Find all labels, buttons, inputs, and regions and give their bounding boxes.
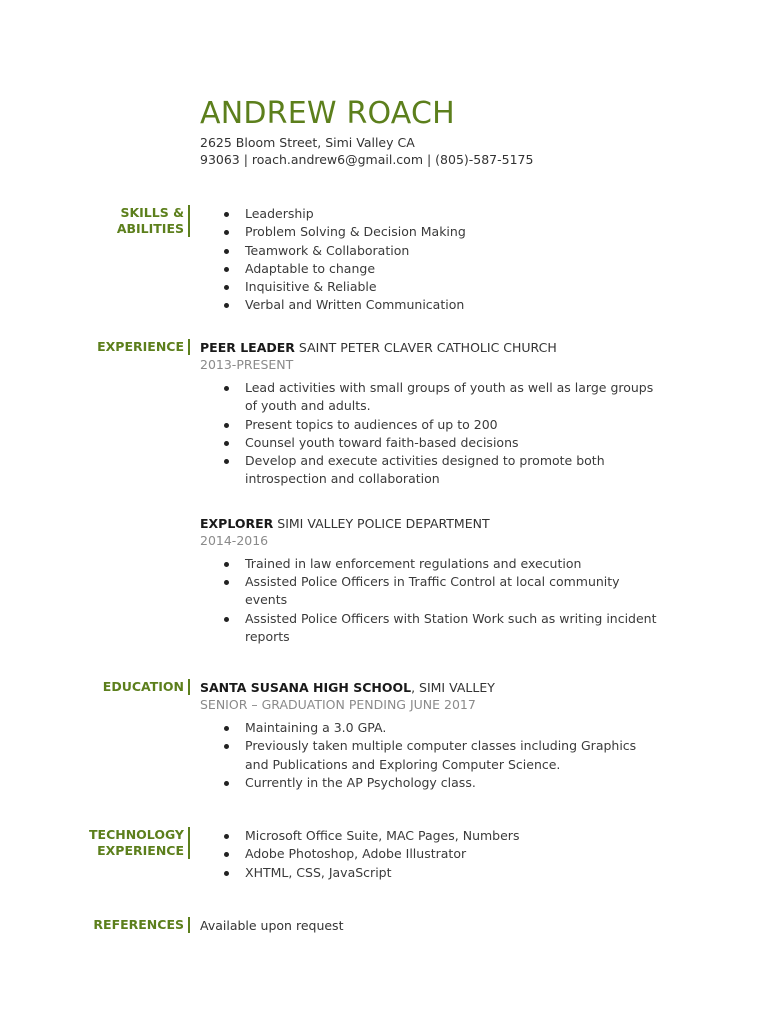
list-item: Lead activities with small groups of youth as well as large groups of youth and adults. [245, 379, 660, 416]
list-item: Adobe Photoshop, Adobe Illustrator [245, 845, 660, 863]
skills-heading: SKILLS & ABILITIES [117, 205, 184, 237]
education-heading: EDUCATION [103, 679, 184, 695]
contact-line: 93063 | roach.andrew6@gmail.com | (805)-587-5175 [200, 152, 534, 167]
job-title: PEER LEADER SAINT PETER CLAVER CATHOLIC CHURCH [200, 340, 557, 355]
list-item: Assisted Police Officers in Traffic Control at local community events [245, 573, 660, 610]
list-item: Leadership [245, 205, 660, 223]
heading-divider [188, 205, 190, 237]
school-name: SANTA SUSANA HIGH SCHOOL, SIMI VALLEY [200, 680, 495, 695]
candidate-name: ANDREW ROACH [200, 96, 455, 131]
references-body [200, 917, 660, 934]
list-item: Microsoft Office Suite, MAC Pages, Numbers [245, 827, 660, 845]
heading-divider [188, 339, 190, 355]
list-item: Currently in the AP Psychology class. [245, 774, 660, 792]
experience-heading: EXPERIENCE [97, 339, 184, 355]
heading-divider [188, 827, 190, 859]
technology-list [200, 827, 660, 882]
resume-header [200, 94, 720, 168]
skills-list [200, 205, 660, 315]
job-dates: 2013-PRESENT [200, 357, 294, 372]
list-item: Maintaining a 3.0 GPA. [245, 719, 660, 737]
heading-divider [188, 917, 190, 933]
list-item: Verbal and Written Communication [245, 296, 660, 314]
job-entry [200, 339, 660, 489]
job-bullets [200, 555, 660, 646]
references-text: Available upon request [200, 918, 344, 933]
skills-body [200, 205, 660, 315]
list-item: Counsel youth toward faith-based decisions [245, 434, 660, 452]
list-item: Adaptable to change [245, 260, 660, 278]
heading-divider [188, 679, 190, 695]
education-body [200, 679, 660, 792]
list-item: XHTML, CSS, JavaScript [245, 864, 660, 882]
job-entry [200, 515, 660, 646]
job-bullets [200, 379, 660, 489]
list-item: Develop and execute activities designed to promote both introspection and collaboration [245, 452, 660, 489]
references-heading: REFERENCES [93, 917, 184, 933]
experience-body [200, 339, 660, 646]
list-item: Previously taken multiple computer classes including Graphics and Publications and Exploring Computer Science. [245, 737, 660, 774]
technology-body [200, 827, 660, 882]
job-title: EXPLORER SIMI VALLEY POLICE DEPARTMENT [200, 515, 490, 531]
technology-heading: TECHNOLOGY EXPERIENCE [89, 827, 184, 859]
list-item: Problem Solving & Decision Making [245, 223, 660, 241]
list-item: Trained in law enforcement regulations and execution [245, 555, 660, 573]
education-bullets [200, 719, 660, 792]
list-item: Assisted Police Officers with Station Work such as writing incident reports [245, 610, 660, 647]
education-status: SENIOR – GRADUATION PENDING JUNE 2017 [200, 697, 476, 712]
list-item: Present topics to audiences of up to 200 [245, 416, 660, 434]
list-item: Teamwork & Collaboration [245, 242, 660, 260]
address-line: 2625 Bloom Street, Simi Valley CA [200, 135, 415, 150]
list-item: Inquisitive & Reliable [245, 278, 660, 296]
job-dates: 2014-2016 [200, 532, 269, 548]
